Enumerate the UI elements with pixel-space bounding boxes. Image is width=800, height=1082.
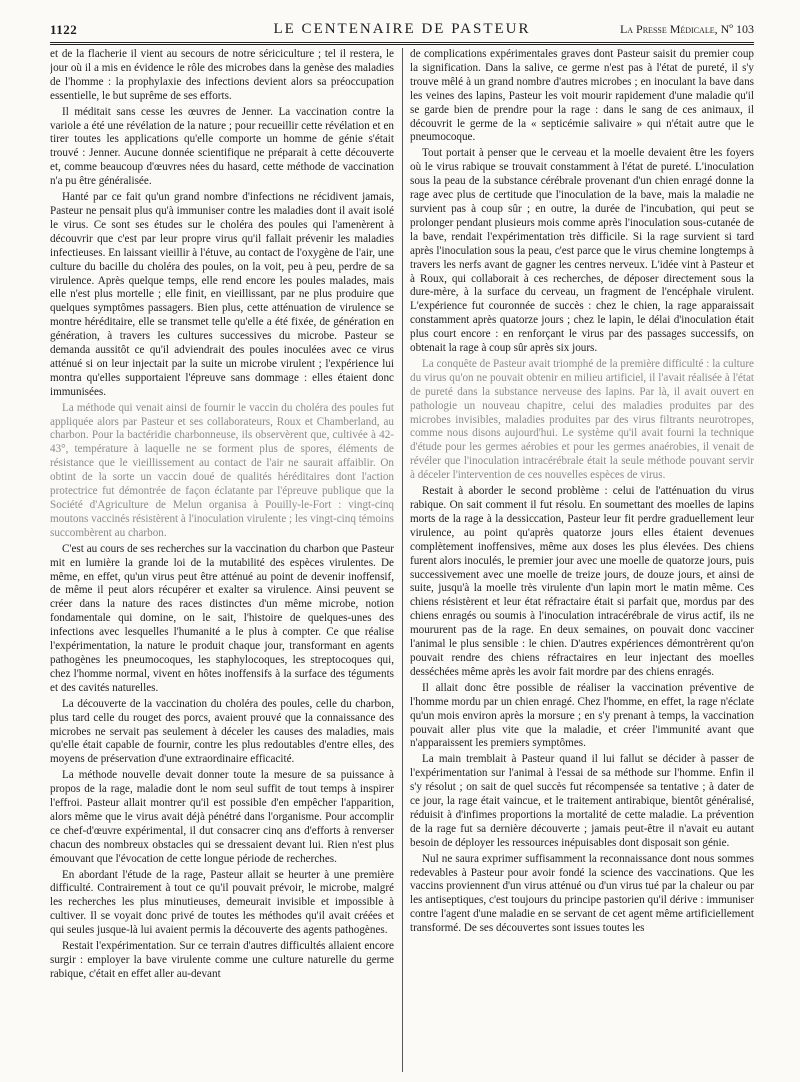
paragraph: La main tremblait à Pasteur quand il lui fallut se décider à passer de l'expérimentation sur l'animal à l'essai de sa méthode sur l'homme. Enfin il s'y résolut ; on sait de quel succès fut récompensée sa tentative ; à dater de ce jour, la rage était vaincue, et le traitement antirabique, bientôt généralisé, réduisit à d'infimes proportions la mortalité de cette maladie. La prévention de la rage fut sa dernière découverte ; jamais peut-être il n'avait eu autant besoin de déployer les ressources inépuisables dont disposait son génie.: [410, 753, 754, 849]
paragraph: La méthode qui venait ainsi de fournir le vaccin du choléra des poules fut appliquée alors par Pasteur et ses collaborateurs, Roux et Chamberland, au charbon. Pour la bactéridie charbonneuse, ils observèrent que, cultivée à 42-43°, température à laquelle ne se forment plus de spores, éléments de résistance que le vieillissement au contact de l'air ne saurait affaiblir. On obtint de la sorte un vaccin doué de qualités héréditaires dont l'action protectrice fut démontrée de façon éclatante par l'épreuve publique que la Société d'Agriculture de Melun organisa à Pouilly-le-Fort : vingt-cinq moutons vaccinés résistèrent à l'inoculation virulente ; les vingt-cinq témoins succombèrent au charbon.: [50, 401, 394, 539]
paragraph: Il allait donc être possible de réaliser la vaccination préventive de l'homme mordu par un chien enragé. Chez l'homme, en effet, la rage n'éclate qu'un mois environ après la morsure ; en s'y prenant à temps, la vaccination pouvait aller plus vite que la maladie, et créer l'immunité avant que n'apparaissent les premiers symptômes.: [410, 681, 754, 750]
paragraph: Nul ne saura exprimer suffisamment la reconnaissance dont nous sommes redevables à Pasteur pour avoir fondé la science des vaccinations. Que les vaccins proviennent d'un virus atténué ou d'un virus tué par la chaleur ou par les antiseptiques, c'est toujours du principe pastorien qu'il dérive : immuniser contre l'agent d'une maladie en se servant de cet agent même artificiellement transformé. De ses découvertes sont issues toutes les: [410, 852, 754, 935]
paragraph: Restait à aborder le second problème : celui de l'atténuation du virus rabique. On sait comment il fut résolu. En soumettant des moelles de lapins morts de la rage à la dessiccation, Pasteur leur fit perdre graduellement leur virulence, au point qu'après quatorze jours elles étaient devenues complètement inoffensives, même aux doses les plus élevées. Des chiens furent alors inoculés, le premier jour avec une moelle de quatorze jours, puis successivement avec une moelle de treize jours, de douze jours, et ainsi de suite, jusqu'à la moelle très virulente d'un lapin mort le matin même. Ces chiens résistèrent et leur état réfractaire était si parfait que, mordus par des chiens enragés ou soumis à l'inoculation intracérébrale de virus actif, ils ne moururent pas de la rage. En deux semaines, on pouvait donc vacciner l'animal le plus sensible : le chien. D'autres expériences démontrèrent qu'on pouvait rendre des chiens réfractaires en leur injectant des moelles desséchées même après les avoir fait mordre par des chiens enragés.: [410, 485, 754, 678]
paragraph: et de la flacherie il vient au secours de notre sériciculture ; tel il restera, le jour où il a mis en évidence le rôle des microbes dans la genèse des maladies de l'homme : la prophylaxie des infections devient alors sa préoccupation essentielle, le but suprême de ses efforts.: [50, 48, 394, 102]
paragraph: Hanté par ce fait qu'un grand nombre d'infections ne récidivent jamais, Pasteur ne pensait plus qu'à immuniser contre les maladies dont il avait isolé le virus. Ce sont ses études sur le choléra des poules qui l'amenèrent à découvrir que c'est par leur propre virus qu'il fallait prévenir les maladies infectieuses. En laissant vieillir à l'étuve, au contact de l'oxygène de l'air, une culture du bacille du choléra des poules, on la voit, peu à peu, perdre de sa virulence. Après quelque temps, elle rend encore les poules malades, mais elle n'est plus mortelle ; elle finit, en vieillissant, par ne plus produire que quelques symptômes passagers. Bien plus, cette atténuation de virulence se montre héréditaire, elle se transmet telle qu'elle a été fixée, de génération en génération, à travers les cultures successives du microbe. Pasteur se demanda aussitôt ce qu'il adviendrait des poules inoculées avec ce virus atténué si on leur injectait par la suite un microbe virulent ; l'expérience lui montra qu'elles supportaient l'épreuve sans dommage : elles étaient donc immunisées.: [50, 191, 394, 398]
page-number: 1122: [50, 22, 78, 37]
running-title: LE CENTENAIRE DE PASTEUR: [273, 21, 531, 37]
article-body: [50, 48, 754, 1072]
right-column: [410, 48, 754, 1072]
column-divider: [402, 48, 403, 1072]
paragraph: C'est au cours de ses recherches sur la vaccination du charbon que Pasteur mit en lumière la grande loi de la mutabilité des espèces virulentes. De même, en effet, qu'un virus peut être atténué au point de devenir inoffensif, de même il peut alors récupérer et exalter sa virulence. Ainsi peuvent se créer dans la nature des races distinctes d'un même microbe, notion fondamentale qui domine, on le sait, l'histoire de quelques-unes des infections avec lesquelles l'humanité a le plus à compter. Ce que réalise l'expérimentation, la nature le produit chaque jour, transformant en agents pathogènes les pneumocoques, les staphylocoques, les streptocoques qui, chez l'homme normal, vivent en hôtes inoffensifs à la surface des téguments et des cavités naturelles.: [50, 542, 394, 694]
paragraph: La méthode nouvelle devait donner toute la mesure de sa puissance à propos de la rage, maladie dont le nom seul suffit de tout temps à inspirer l'effroi. Pasteur allait montrer qu'il est possible d'en empêcher l'apparition, alors même que le virus avait déjà pénétré dans l'organisme. Pour accomplir ce chef-d'œuvre expérimental, il dut consacrer cinq ans d'efforts à renverser chacun des nombreux obstacles qui se dressaient devant lui. Rien n'est plus émouvant que l'évocation de cette longue période de recherches.: [50, 769, 394, 865]
running-header: [50, 20, 754, 45]
paragraph: de complications expérimentales graves dont Pasteur saisit du premier coup la signification. Dans la salive, ce germe n'est pas à l'état de pureté, il s'y trouve mêlé à un grand nombre d'autres microbes ; en inoculant la bave dans les veines des lapins, Pasteur les voit mourir rapidement d'une maladie qu'il se garde bien de prendre pour la rage : dans le sang de ces animaux, il découvrit le germe de la « septicémie salivaire » qui n'était autre que le pneumocoque.: [410, 48, 754, 144]
paragraph: La découverte de la vaccination du choléra des poules, celle du charbon, plus tard celle du rouget des porcs, avaient prouvé que la connaissance des microbes ne servait pas seulement à déceler les causes des maladies, mais qu'elle était capable de fournir, contre les plus redoutables d'entre elles, des moyens de préservation d'une extraordinaire efficacité.: [50, 697, 394, 766]
left-column: [50, 48, 394, 1072]
paragraph: En abordant l'étude de la rage, Pasteur allait se heurter à une première difficulté. Contrairement à tout ce qu'il pouvait prévoir, le microbe, malgré les recherches les plus minutieuses, demeurait invisible et impossible à cultiver. Il se voyait donc privé de toutes les méthodes qu'il avait créées et qui seules jusque-là lui avaient permis la découverte des agents pathogènes.: [50, 868, 394, 937]
paragraph: La conquête de Pasteur avait triomphé de la première difficulté : la culture du virus qu'on ne pouvait obtenir en milieu artificiel, il l'avait réalisée à l'état de pureté dans la substance nerveuse des lapins. Par là, il avait ouvert en pathologie un nouveau chapitre, celui des maladies produites par des microbes invisibles, maladies produites par des virus filtrants neurotropes, comme nous disons aujourd'hui. Le système qu'il avait fourni la technique d'étude pour les germes aérobies et pour les germes anaérobies, il venait de révéler que l'inoculation intracérébrale était la seule méthode pouvant servir à déceler l'intervention de ces nouvelles espèces de virus.: [410, 357, 754, 482]
paragraph: Restait l'expérimentation. Sur ce terrain d'autres difficultés allaient encore surgir : employer la bave virulente comme une culture naturelle du germe rabique, c'était en effet aller au-devant: [50, 940, 394, 980]
paragraph: Tout portait à penser que le cerveau et la moelle devaient être les foyers où le virus rabique se trouvait constamment à l'état de pureté. L'inoculation sous la peau de la substance cérébrale provenant d'un chien enragé donne la rage avec plus de certitude que l'inoculation de la bave, mais la maladie ne survient pas à coup sûr ; en outre, la durée de l'incubation, qui peut se prolonger pendant plusieurs mois comme après l'inoculation sous-cutanée de la bave, rendait l'expérimentation très difficile. Si la rage survient si tard après l'inoculation sous la peau, c'est parce que le virus chemine longtemps à travers les nerfs avant de gagner les centres nerveux. L'idée vint à Pasteur et à Roux, qui collaborait à ces recherches, de déposer directement sous la dure-mère, à la surface du cerveau, un fragment de l'encéphale virulent. L'expérience fut couronnée de succès : chez le chien, la rage apparaissait constamment après quatorze jours ; chez le lapin, le délai d'inoculation était plus court encore : en renforçant le virus par des passages successifs, on obtenait la rage à coup sûr après six jours.: [410, 147, 754, 355]
paragraph: Il méditait sans cesse les œuvres de Jenner. La vaccination contre la variole a été une révélation de la nature ; pour recueillir cette révélation et en tirer toutes les applications qu'elle comporte un homme de génie s'était trouvé : Jenner. Aucune donnée scientifique ne préparait à cette découverte et, comme beaucoup d'œuvres nées du hasard, cette méthode de vaccination n'a pu être généralisée.: [50, 105, 394, 188]
journal-name: La Presse Médicale, Nº 103: [619, 22, 754, 36]
